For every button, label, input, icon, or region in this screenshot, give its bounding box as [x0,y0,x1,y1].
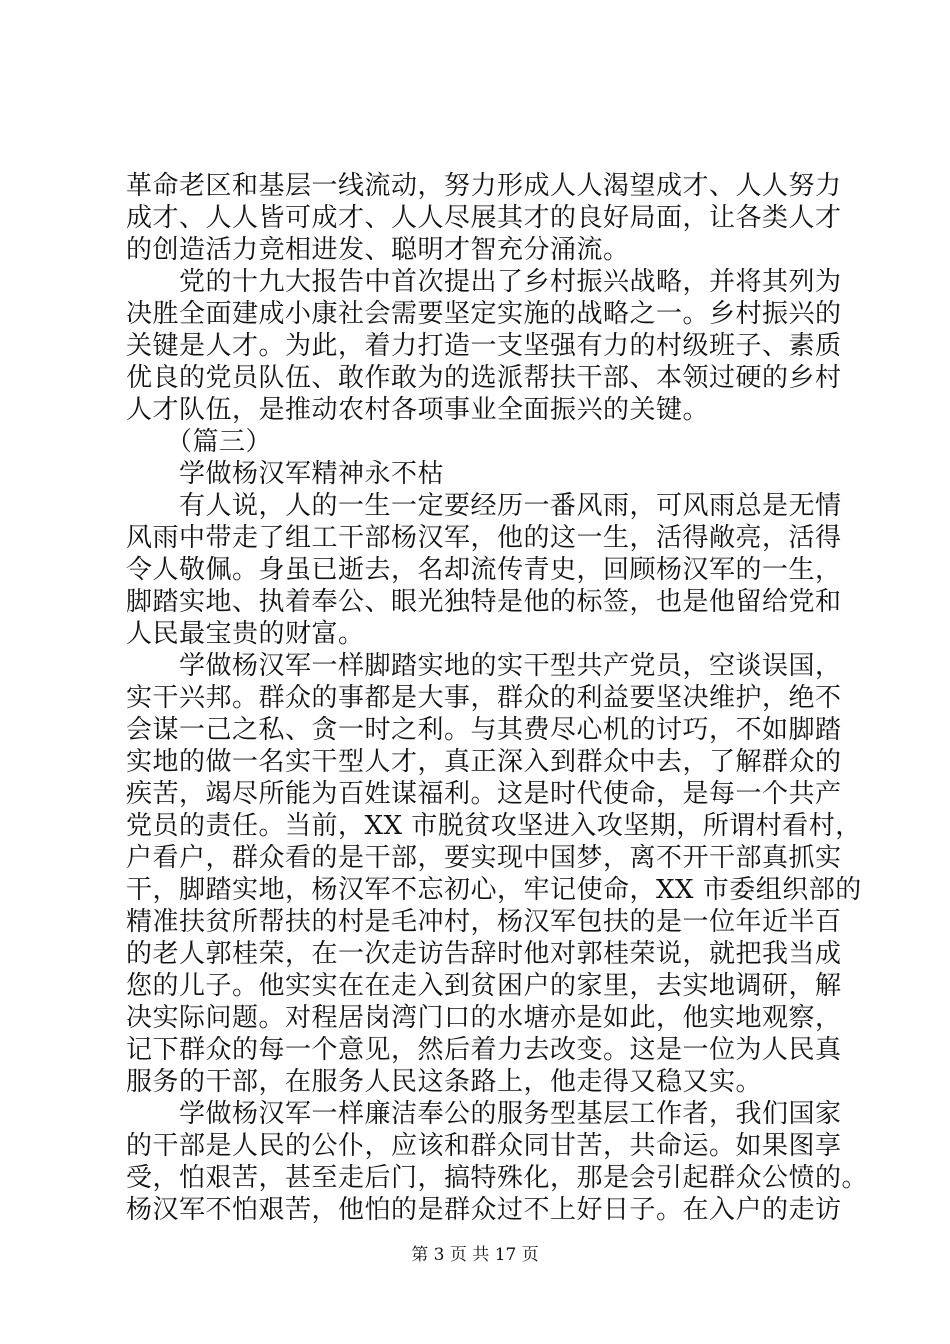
text-line: 您的儿子。他实实在在走入到贫困户的家里，去实地调研，解 [126,971,842,1001]
text-line: 精准扶贫所帮扶的村是毛冲村，杨汉军包扶的是一位年近半百 [126,907,842,937]
text-line: 实干兴邦。群众的事都是大事，群众的利益要坚决维护，绝不 [126,683,842,713]
text-line: 优良的党员队伍、敢作敢为的选派帮扶干部、本领过硬的乡村 [126,363,842,393]
text-line: 实地的做一名实干型人才，真正深入到群众中去，了解群众的 [126,747,842,777]
section-title: 学做杨汉军精神永不枯 [126,459,445,489]
text-line: 的创造活力竞相进发、聪明才智充分涌流。 [126,235,630,265]
text-line: 的老人郭桂荣，在一次走访告辞时他对郭桂荣说，就把我当成 [126,939,842,969]
text-line: 关键是人才。为此，着力打造一支坚强有力的村级班子、素质 [126,331,842,361]
text-line: 杨汉军不怕艰苦，他怕的是群众过不上好日子。在入户的走访 [126,1195,842,1225]
text-line: 党员的责任。当前，XX 市脱贫攻坚进入攻坚期，所谓村看村， [126,811,862,841]
text-line: 风雨中带走了组工干部杨汉军，他的这一生，活得敞亮，活得 [126,523,842,553]
body-text [126,170,869,1226]
text-line: 记下群众的每一个意见，然后着力去改变。这是一位为人民真 [126,1035,842,1065]
page-footer [0,1244,950,1266]
text-line: 人民最宝贵的财富。 [126,619,365,649]
text-line: 令人敬佩。身虽已逝去，名却流传青史，回顾杨汉军的一生， [126,555,842,585]
text-line: 受，怕艰苦，甚至走后门，搞特殊化，那是会引起群众公愤的。 [126,1163,869,1193]
page-number-label: 第 3 页 共 17 页 [411,1245,539,1265]
text-line: 学做杨汉军一样廉洁奉公的服务型基层工作者，我们国家 [126,1099,842,1129]
text-line: 会谋一己之私、贪一时之利。与其费尽心机的讨巧，不如脚踏 [126,715,842,745]
text-line: 成才、人人皆可成才、人人尽展其才的良好局面，让各类人才 [126,203,842,233]
text-line: 脚踏实地、执着奉公、眼光独特是他的标签，也是他留给党和 [126,587,842,617]
text-line: 干，脚踏实地，杨汉军不忘初心，牢记使命，XX 市委组织部的 [126,875,862,905]
text-line: 有人说，人的一生一定要经历一番风雨，可风雨总是无情 [126,491,842,521]
text-line: 党的十九大报告中首次提出了乡村振兴战略，并将其列为 [126,267,842,297]
text-line: 决胜全面建成小康社会需要坚定实施的战略之一。乡村振兴的 [126,299,842,329]
text-line: 决实际问题。对程居岗湾门口的水塘亦是如此，他实地观察， [126,1003,842,1033]
text-line: 学做杨汉军一样脚踏实地的实干型共产党员，空谈误国， [126,651,842,681]
text-line: 的干部是人民的公仆，应该和群众同甘苦，共命运。如果图享 [126,1131,842,1161]
text-line: 户看户，群众看的是干部，要实现中国梦，离不开干部真抓实 [126,843,842,873]
text-line: 革命老区和基层一线流动，努力形成人人渴望成才、人人努力 [126,171,842,201]
text-line: 疾苦，竭尽所能为百姓谋福利。这是时代使命，是每一个共产 [126,779,842,809]
text-line: 服务的干部，在服务人民这条路上，他走得又稳又实。 [126,1067,763,1097]
text-line: 人才队伍，是推动农村各项事业全面振兴的关键。 [126,395,710,425]
section-label: （篇三） [126,427,273,457]
